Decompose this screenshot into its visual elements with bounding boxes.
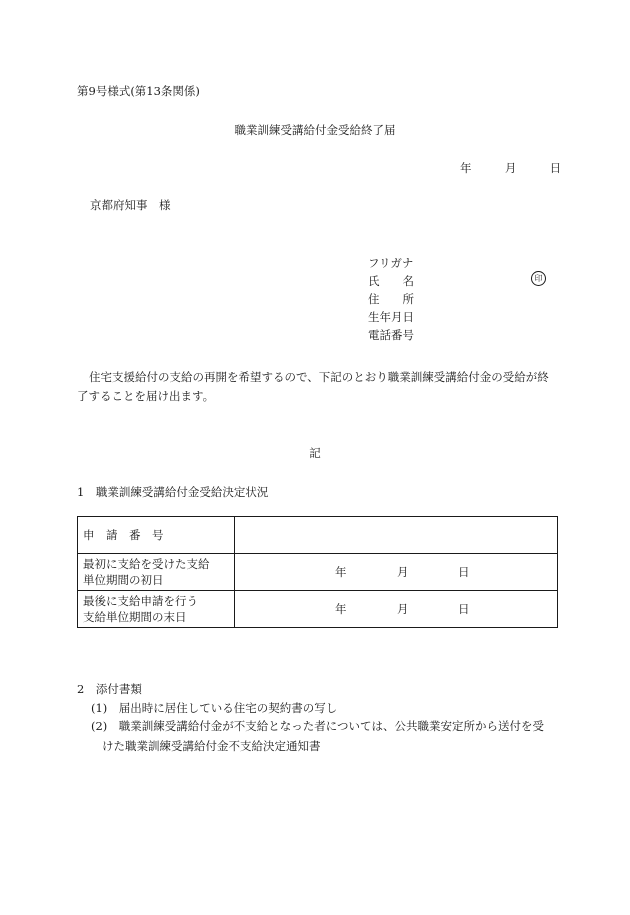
attachment-item: (1) 届出時に居住している住宅の契約書の写し: [91, 701, 338, 715]
date-line: [460, 160, 561, 176]
day-label: 日: [458, 565, 470, 579]
application-number-value[interactable]: [235, 517, 558, 554]
addressee: 京都府知事 様: [90, 198, 171, 212]
table-row: [78, 554, 558, 591]
row-label-line: 最後に支給申請を行う: [83, 594, 198, 608]
month-label: 月: [397, 565, 409, 579]
table-row: [78, 517, 558, 554]
document-title: 職業訓練受講給付金受給終了届: [234, 123, 396, 137]
form-number: 第9号様式(第13条関係): [77, 84, 200, 98]
applicant-birthdate-label: 生年月日: [368, 310, 414, 324]
applicant-furigana-label: フリガナ: [368, 256, 414, 270]
row-label-line: 支給単位期間の末日: [83, 610, 187, 624]
row-label-line: 単位期間の初日: [83, 573, 164, 587]
row-label-line: 申 請 番 号: [83, 528, 164, 542]
year-label: 年: [335, 565, 347, 579]
applicant-name-label: 氏 名: [368, 274, 414, 288]
seal-mark: 印: [531, 271, 546, 286]
applicant-phone-label: 電話番号: [368, 328, 414, 342]
last-period-date[interactable]: [235, 591, 558, 628]
declaration-text: 住宅支援給付の支給の再開を希望するので、下記のとおり職業訓練受講給付金の受給が終了することを届け出ます。: [77, 370, 549, 403]
month-label: 月: [397, 602, 409, 616]
date-day-label: 日: [549, 161, 562, 175]
applicant-block: [368, 254, 414, 344]
first-period-label: [78, 554, 235, 591]
table-row: [78, 591, 558, 628]
year-label: 年: [335, 602, 347, 616]
date-year-label: 年: [460, 161, 472, 175]
date-month-label: 月: [504, 161, 517, 175]
day-label: 日: [458, 602, 470, 616]
section-1-heading: 1 職業訓練受講給付金受給決定状況: [77, 485, 269, 499]
attachment-item-continuation: けた職業訓練受講給付金不支給決定通知書: [102, 739, 321, 753]
row-label-line: 最初に支給を受けた支給: [83, 557, 210, 571]
last-period-label: [78, 591, 235, 628]
attachment-item: (2) 職業訓練受講給付金が不支給となった者については、公共職業安定所から送付を受: [91, 719, 545, 733]
ki-heading: 記: [309, 446, 321, 460]
applicant-address-label: 住 所: [368, 292, 414, 306]
application-number-label: [78, 517, 235, 554]
first-period-date[interactable]: [235, 554, 558, 591]
status-table: [77, 516, 558, 628]
section-2-heading: 2 添付書類: [77, 682, 142, 696]
